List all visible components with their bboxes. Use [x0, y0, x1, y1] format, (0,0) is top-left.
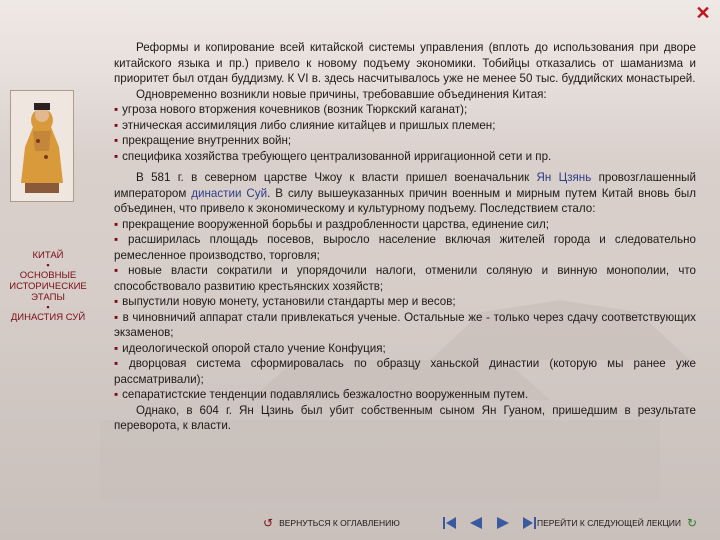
list-item: ▪ дворцовая система сформировалась по образцу ханьской династии (которую мы ранее уже рассматривали); — [114, 356, 696, 387]
link-yang-jian[interactable]: Ян Цзянь — [536, 171, 592, 184]
nav-separator-1: ▪ — [46, 260, 50, 270]
return-arrow-icon: ↺ — [263, 516, 274, 530]
forward-arrow-icon: ↻ — [686, 516, 698, 530]
lecture-text — [114, 40, 696, 434]
footer-navigation — [255, 512, 715, 534]
close-button[interactable]: ✕ — [695, 3, 711, 23]
last-page-icon[interactable] — [520, 514, 538, 532]
paragraph-1: Реформы и копирование всей китайской системы управления (вплоть до использования при дворе китайского языка и пр.) привело к новому подъему экономики. Тобийцы отказались от шаманизма и приоритет был отдан буддизму. К VI в. здесь насчитывалось уже не менее 50 тыс. буддийских монастырей. — [114, 41, 696, 85]
paragraph-3-text-b: провозглашенный императором — [114, 171, 696, 200]
nav-item-historical-stages[interactable]: ОСНОВНЫЕ ИСТОРИЧЕСКИЕ ЭТАПЫ — [9, 270, 87, 303]
list-item: ▪ прекращение вооруженной борьбы и раздробленности царства, единение сил; — [114, 217, 696, 233]
nav-separator-2: ▪ — [46, 302, 50, 312]
topic-navigation — [0, 250, 96, 323]
nav-item-sui-dynasty[interactable]: ДИНАСТИЯ СУЙ — [10, 312, 86, 323]
list-item: ▪ в чиновничий аппарат стали привлекаться ученые. Остальные же - только через сдачу соответствующих экзаменов; — [114, 310, 696, 341]
sidebar — [0, 0, 96, 540]
next-lecture-button[interactable] — [537, 516, 697, 530]
paragraph-4: Однако, в 604 г. Ян Цзинь был убит собственным сыном Ян Гуаном, пришедшим в результате переворота, к власти. — [114, 403, 696, 432]
paragraph-3 — [114, 170, 696, 217]
list-item: ▪ специфика хозяйства требующего централизованной ирригационной сети и пр. — [114, 149, 696, 165]
list-item: ▪ расширилась площадь посевов, выросло население включая жителей города и следовательно ремесленное производство, торговля; — [114, 232, 696, 263]
page-navigation — [441, 514, 542, 532]
list-item: ▪ новые власти сократили и упорядочили налоги, отменили соляную и винную монополии, что способствовало развитию крестьянских хозяйств; — [114, 263, 696, 294]
back-to-contents-label: ВЕРНУТЬСЯ К ОГЛАВЛЕНИЮ — [279, 518, 400, 528]
next-lecture-label: ПЕРЕЙТИ К СЛЕДУЮЩЕЙ ЛЕКЦИИ — [537, 518, 681, 528]
back-to-contents-button[interactable] — [263, 516, 400, 530]
nav-item-china[interactable]: КИТАЙ — [32, 250, 64, 261]
emperor-portrait — [10, 90, 74, 202]
list-item: ▪ выпустили новую монету, установили стандарты мер и весов; — [114, 294, 696, 310]
list-item: ▪ прекращение внутренних войн; — [114, 133, 696, 149]
list-item: ▪ сепаратистские тенденции подавлялись безжалостно вооруженным путем. — [114, 387, 696, 403]
link-sui-dynasty[interactable]: династии Суй — [191, 186, 268, 200]
list-item: ▪ угроза нового вторжения кочевников (возник Тюркский каганат); — [114, 102, 696, 118]
first-page-icon[interactable] — [441, 514, 459, 532]
prev-page-icon[interactable] — [467, 514, 485, 532]
paragraph-2: Одновременно возникли новые причины, требовавшие объединения Китая: — [136, 87, 547, 101]
paragraph-3-text-a: В 581 г. в северном царстве Чжоу к власти пришел военачальник — [136, 171, 537, 184]
next-page-icon[interactable] — [494, 514, 512, 532]
paragraph-3-text-c: . В силу вышеуказанных причин военным и мирным путем Китай вновь был объединен, что привело к экономическому и культурному подъему. Последствием стало: — [114, 186, 696, 215]
list-item: ▪ этническая ассимиляция либо слияние китайцев и пришлых племен; — [114, 118, 696, 134]
list-item: ▪ идеологической опорой стало учение Конфуция; — [114, 341, 696, 357]
